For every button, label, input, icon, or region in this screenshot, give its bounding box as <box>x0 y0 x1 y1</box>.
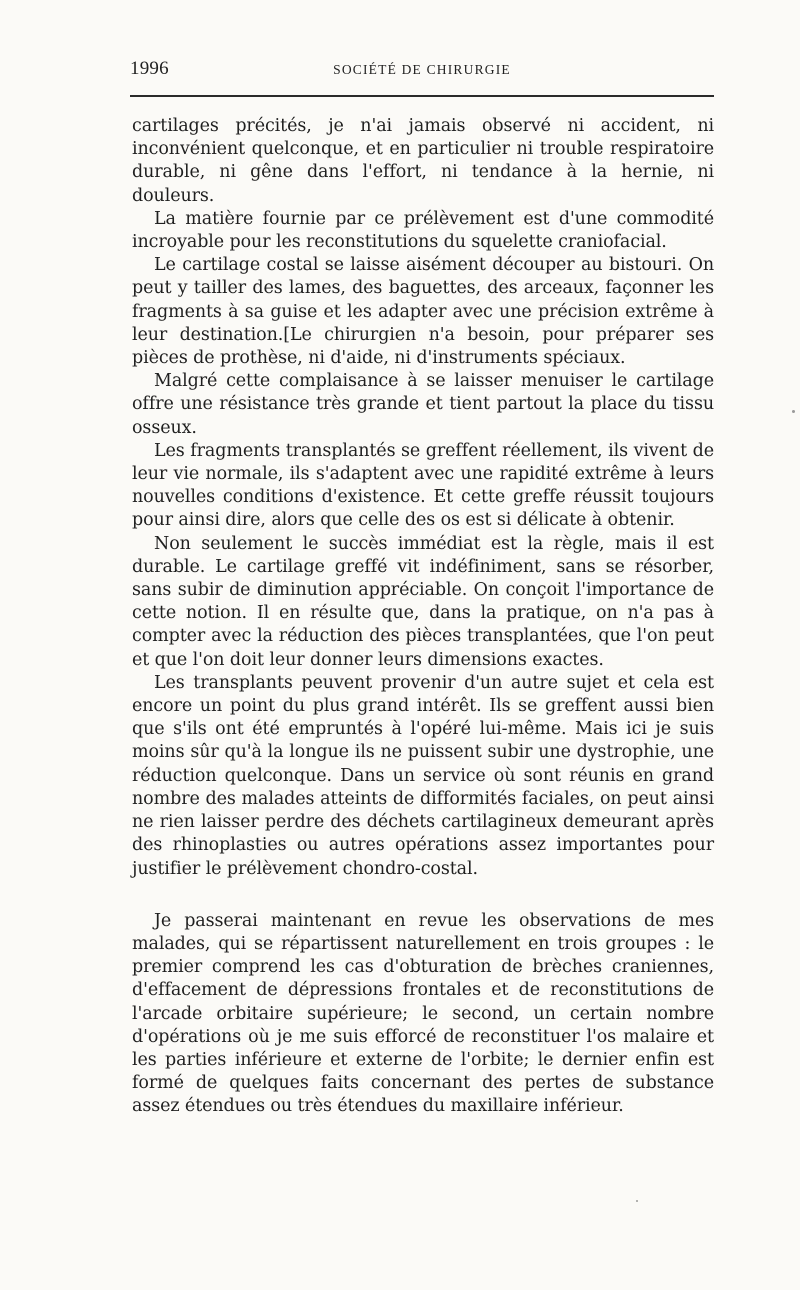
running-title: SOCIÉTÉ DE CHIRURGIE <box>333 62 511 77</box>
paragraph-2: La matière fournie par ce prélèvement est d'une commodité incroyable pour les reconstitutions du squelette craniofacial. <box>132 208 714 253</box>
paragraph-4: Malgré cette complaisance à se laisser menuiser le cartilage offre une résistance très grande et tient partout la place du tissu osseux. <box>132 371 714 438</box>
paragraph-5: Les fragments transplantés se greffent réellement, ils vivent de leur vie normale, ils s'adaptent avec une rapidité extrême à leurs nouvelles conditions d'existence. Et cette greffe réussit toujours pour ainsi dire, alors que celle des os est si délicate à obtenir. <box>132 440 714 531</box>
page-number: 1996 <box>130 58 169 79</box>
paragraph-3: Le cartilage costal se laisse aisément découper au bistouri. On peut y tailler des lames, des baguettes, des arceaux, façonner les fragments à sa guise et les adapter avec une précision extrême à leur destination.[Le chirurgien n'a besoin, pour préparer ses pièces de prothèse, ni d'aide, ni d'instruments spéciaux. <box>132 255 714 369</box>
paragraph-6: Non seulement le succès immédiat est la règle, mais il est durable. Le cartilage greffé vit indéfiniment, sans se résorber, sans subir de diminution appréciable. On conçoit l'importance de cette notion. Il en résulte que, dans la pratique, on n'a pas à compter avec la réduction des pièces transplantées, que l'on peut et que l'on doit leur donner leurs dimensions exactes. <box>132 533 714 670</box>
page-header <box>130 58 714 88</box>
paper-speck <box>636 1200 638 1202</box>
section-gap <box>132 881 714 910</box>
header-rule <box>130 95 714 97</box>
paragraph-8: Je passerai maintenant en revue les observations de mes malades, qui se répartissent naturellement en trois groupes : le premier comprend les cas d'obturation de brèches craniennes, d'effacement de dépressions frontales et de reconstitutions de l'arcade orbitaire supérieure; le second, un certain nombre d'opérations où je me suis efforcé de reconstituer l'os malaire et les parties inférieure et externe de l'orbite; le dernier enfin est formé de quelques faits concernant des pertes de substance assez étendues ou très étendues du maxillaire inférieur. <box>132 910 714 1117</box>
paragraph-1: cartilages précités, je n'ai jamais observé ni accident, ni inconvénient quelconque, et en particulier ni trouble respiratoire durable, ni gêne dans l'effort, ni tendance à la hernie, ni douleurs. <box>132 116 714 206</box>
body-text <box>132 115 714 1119</box>
paragraph-7: Les transplants peuvent provenir d'un autre sujet et cela est encore un point du plus grand intérêt. Ils se greffent aussi bien que s'ils ont été empruntés à l'opéré lui-même. Mais ici je suis moins sûr qu'à la longue ils ne puissent subir une dystrophie, une réduction quelconque. Dans un service où sont réunis en grand nombre des malades atteints de difformités faciales, on peut ainsi ne rien laisser perdre des déchets cartilagineux demeurant après des rhinoplasties ou autres opérations assez importantes pour justifier le prélèvement chondro-costal. <box>132 672 714 879</box>
paper-speck <box>792 410 795 413</box>
